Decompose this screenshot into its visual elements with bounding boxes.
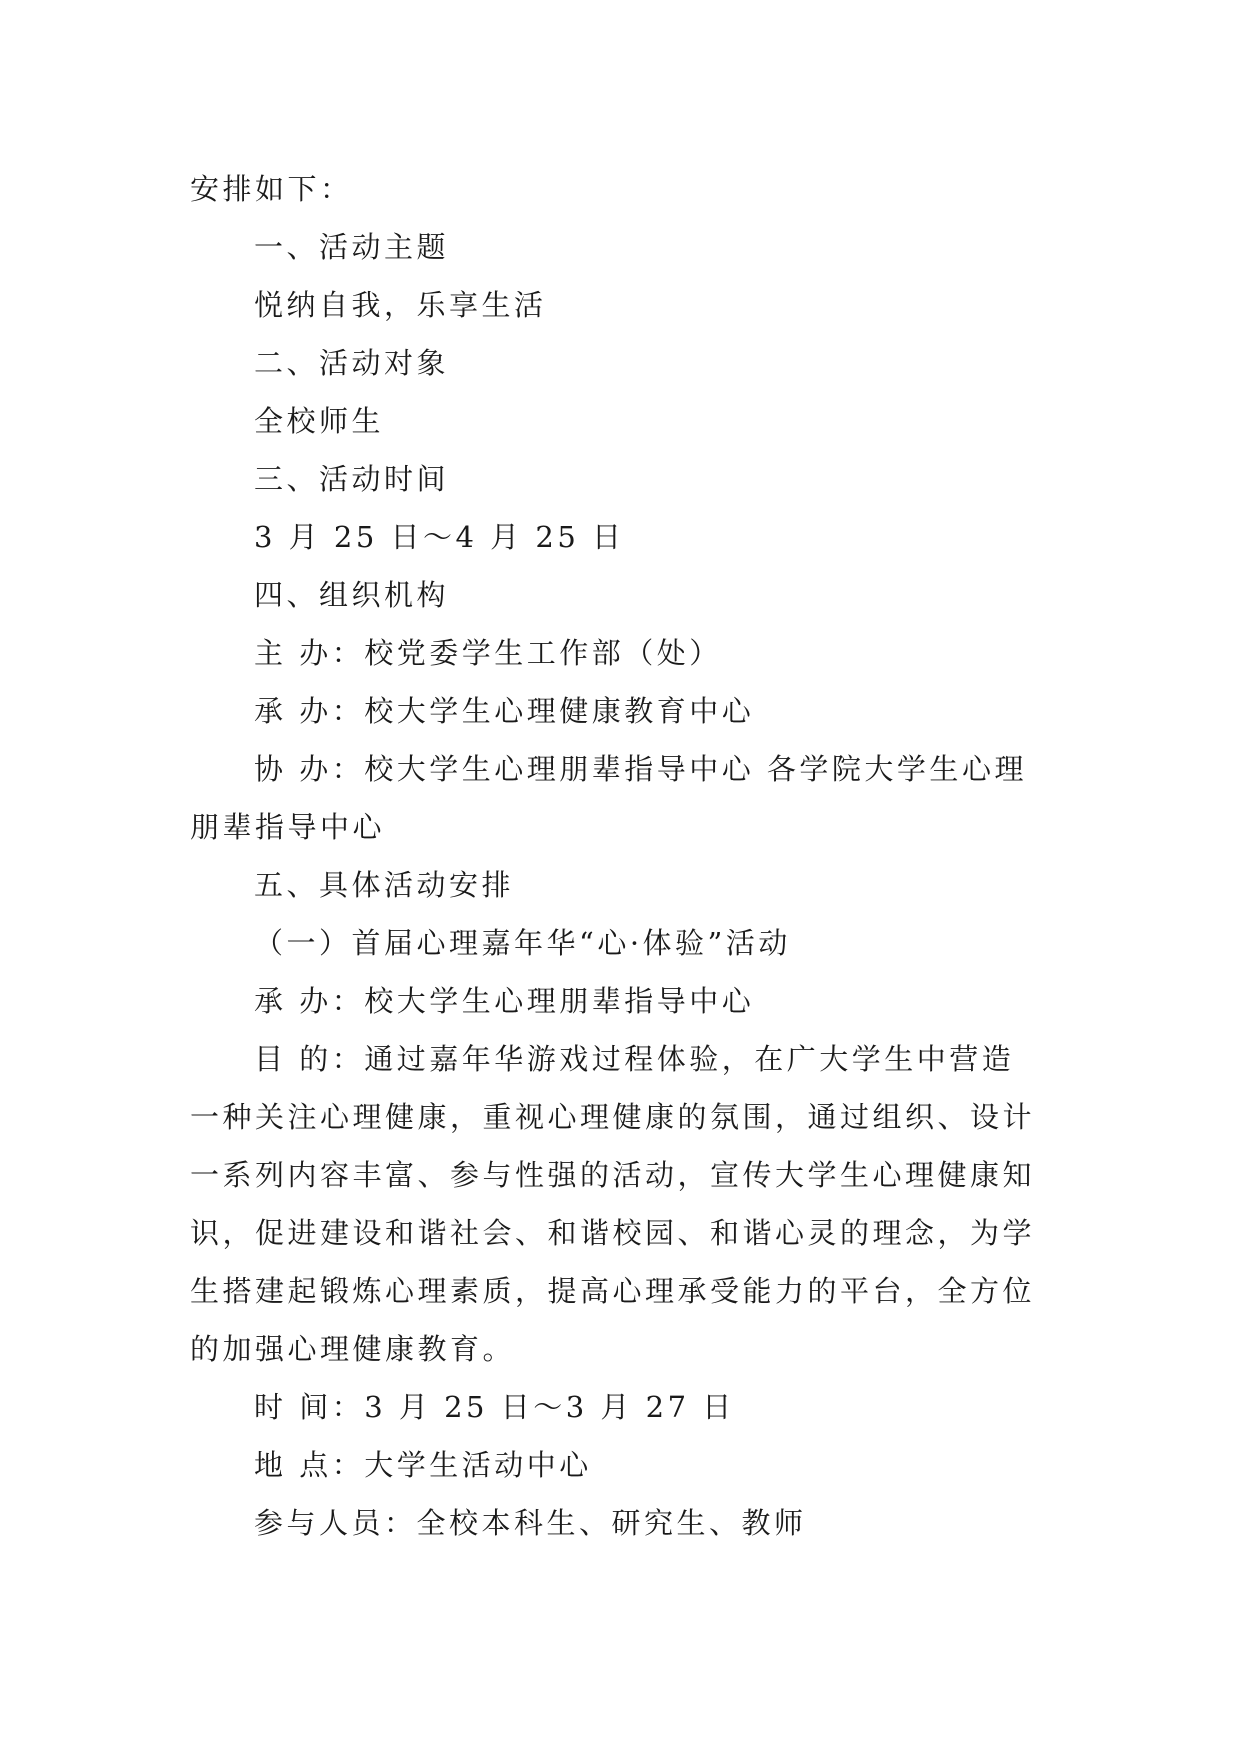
text-line: 承 办：校大学生心理朋辈指导中心 [254,984,755,1018]
text-line: 协 办：校大学生心理朋辈指导中心 各学院大学生心理 [254,752,1027,786]
text-line: 生搭建起锻炼心理素质，提高心理承受能力的平台，全方位 [190,1274,1036,1308]
text-line: 时 间：3 月 25 日～3 月 27 日 [254,1390,735,1424]
text-line: 主 办：校党委学生工作部（处） [254,636,722,670]
text-line: 的加强心理健康教育。 [190,1332,516,1366]
text-line: 朋辈指导中心 [190,810,386,844]
text-line: 安排如下： [190,172,353,206]
section-heading-activities: 五、具体活动安排 [254,868,515,902]
section-heading-theme: 一、活动主题 [254,230,450,264]
text-line: 目 的：通过嘉年华游戏过程体验，在广大学生中营造 [254,1042,1015,1076]
text-line: 一种关注心理健康，重视心理健康的氛围，通过组织、设计 [190,1100,1036,1134]
section-heading-time: 三、活动时间 [254,462,450,496]
text-line: 承 办：校大学生心理健康教育中心 [254,694,755,728]
section-heading-target: 二、活动对象 [254,346,450,380]
document-body [190,160,1050,1552]
text-line: 地 点：大学生活动中心 [254,1448,592,1482]
subsection-heading: （一）首届心理嘉年华“心·体验”活动 [254,926,791,960]
section-heading-organization: 四、组织机构 [254,578,450,612]
text-line: 一系列内容丰富、参与性强的活动，宣传大学生心理健康知 [190,1158,1036,1192]
text-line: 参与人员：全校本科生、研究生、教师 [254,1506,807,1540]
text-line: 悦纳自我，乐享生活 [254,288,547,322]
text-line: 3 月 25 日～4 月 25 日 [254,520,625,554]
text-line: 识，促进建设和谐社会、和谐校园、和谐心灵的理念，为学 [190,1216,1036,1250]
text-line: 全校师生 [254,404,385,438]
